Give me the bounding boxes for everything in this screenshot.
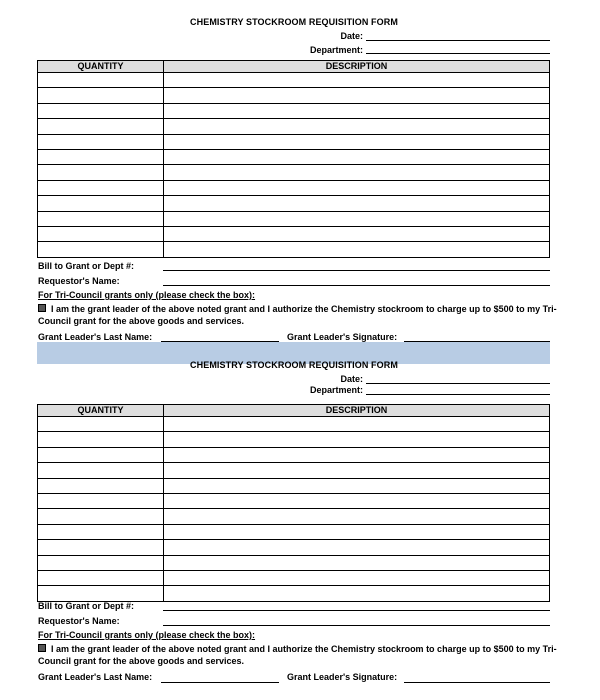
authorization-statement bbox=[38, 643, 558, 667]
leader-last-name-label: Grant Leader's Last Name: bbox=[38, 672, 153, 682]
table-row bbox=[38, 149, 550, 164]
bill-to-field[interactable] bbox=[163, 610, 550, 611]
description-cell[interactable] bbox=[164, 447, 550, 462]
items-table bbox=[37, 60, 550, 258]
authorization-text: I am the grant leader of the above noted grant and I authorize the Chemistry stockroom to charge up to $500 to my Tri-Council grant for the above goods and services. bbox=[38, 644, 557, 666]
quantity-cell[interactable] bbox=[38, 493, 164, 508]
description-cell[interactable] bbox=[164, 119, 550, 134]
bill-to-label: Bill to Grant or Dept #: bbox=[38, 601, 135, 611]
description-cell[interactable] bbox=[164, 493, 550, 508]
quantity-cell[interactable] bbox=[38, 478, 164, 493]
date-field[interactable] bbox=[366, 40, 550, 41]
quantity-cell[interactable] bbox=[38, 226, 164, 241]
leader-signature-field[interactable] bbox=[404, 682, 550, 683]
leader-signature-label: Grant Leader's Signature: bbox=[287, 672, 398, 682]
description-cell[interactable] bbox=[164, 103, 550, 118]
table-row bbox=[38, 493, 550, 508]
quantity-cell[interactable] bbox=[38, 540, 164, 555]
quantity-cell[interactable] bbox=[38, 570, 164, 585]
quantity-cell[interactable] bbox=[38, 447, 164, 462]
table-header-row bbox=[38, 61, 550, 73]
quantity-cell[interactable] bbox=[38, 211, 164, 226]
description-cell[interactable] bbox=[164, 540, 550, 555]
description-cell[interactable] bbox=[164, 417, 550, 432]
description-cell[interactable] bbox=[164, 211, 550, 226]
leader-last-name-label: Grant Leader's Last Name: bbox=[38, 332, 153, 342]
description-cell[interactable] bbox=[164, 73, 550, 88]
leader-signature-label: Grant Leader's Signature: bbox=[287, 332, 398, 342]
quantity-cell[interactable] bbox=[38, 103, 164, 118]
date-label: Date: bbox=[340, 374, 363, 384]
department-label: Department: bbox=[309, 385, 363, 395]
description-cell[interactable] bbox=[164, 242, 550, 257]
table-header-row bbox=[38, 405, 550, 417]
table-row bbox=[38, 242, 550, 257]
table-row bbox=[38, 524, 550, 539]
table-row bbox=[38, 211, 550, 226]
description-cell[interactable] bbox=[164, 432, 550, 447]
tricouncil-label: For Tri-Council grants only (please check the box): bbox=[38, 290, 256, 300]
description-header: DESCRIPTION bbox=[164, 405, 550, 417]
description-cell[interactable] bbox=[164, 88, 550, 103]
requestor-label: Requestor's Name: bbox=[38, 616, 120, 626]
table-row bbox=[38, 196, 550, 211]
table-row bbox=[38, 555, 550, 570]
department-label: Department: bbox=[309, 45, 363, 55]
description-cell[interactable] bbox=[164, 196, 550, 211]
description-cell[interactable] bbox=[164, 134, 550, 149]
description-cell[interactable] bbox=[164, 180, 550, 195]
description-header: DESCRIPTION bbox=[164, 61, 550, 73]
quantity-cell[interactable] bbox=[38, 586, 164, 601]
tricouncil-checkbox[interactable] bbox=[38, 304, 46, 312]
table-row bbox=[38, 447, 550, 462]
quantity-cell[interactable] bbox=[38, 463, 164, 478]
description-cell[interactable] bbox=[164, 149, 550, 164]
quantity-header: QUANTITY bbox=[38, 405, 164, 417]
quantity-cell[interactable] bbox=[38, 119, 164, 134]
bill-to-field[interactable] bbox=[163, 270, 550, 271]
department-field[interactable] bbox=[366, 53, 550, 54]
quantity-header: QUANTITY bbox=[38, 61, 164, 73]
table-row bbox=[38, 570, 550, 585]
table-row bbox=[38, 134, 550, 149]
table-row bbox=[38, 432, 550, 447]
tricouncil-label: For Tri-Council grants only (please check the box): bbox=[38, 630, 256, 640]
tricouncil-checkbox[interactable] bbox=[38, 644, 46, 652]
table-row bbox=[38, 119, 550, 134]
quantity-cell[interactable] bbox=[38, 524, 164, 539]
department-field[interactable] bbox=[366, 394, 550, 395]
description-cell[interactable] bbox=[164, 478, 550, 493]
table-row bbox=[38, 540, 550, 555]
form-title: CHEMISTRY STOCKROOM REQUISITION FORM bbox=[190, 17, 398, 27]
quantity-cell[interactable] bbox=[38, 417, 164, 432]
table-row bbox=[38, 180, 550, 195]
quantity-cell[interactable] bbox=[38, 555, 164, 570]
date-field[interactable] bbox=[366, 383, 550, 384]
description-cell[interactable] bbox=[164, 509, 550, 524]
quantity-cell[interactable] bbox=[38, 509, 164, 524]
description-cell[interactable] bbox=[164, 555, 550, 570]
description-cell[interactable] bbox=[164, 226, 550, 241]
requestor-label: Requestor's Name: bbox=[38, 276, 120, 286]
quantity-cell[interactable] bbox=[38, 196, 164, 211]
description-cell[interactable] bbox=[164, 524, 550, 539]
date-label: Date: bbox=[340, 31, 363, 41]
authorization-text: I am the grant leader of the above noted grant and I authorize the Chemistry stockroom to charge up to $500 to my Tri-Council grant for the above goods and services. bbox=[38, 304, 557, 326]
table-row bbox=[38, 165, 550, 180]
table-row bbox=[38, 478, 550, 493]
quantity-cell[interactable] bbox=[38, 242, 164, 257]
quantity-cell[interactable] bbox=[38, 165, 164, 180]
bill-to-label: Bill to Grant or Dept #: bbox=[38, 261, 135, 271]
table-row bbox=[38, 509, 550, 524]
table-row bbox=[38, 226, 550, 241]
requestor-field[interactable] bbox=[163, 285, 550, 286]
quantity-cell[interactable] bbox=[38, 73, 164, 88]
quantity-cell[interactable] bbox=[38, 134, 164, 149]
table-row bbox=[38, 586, 550, 601]
quantity-cell[interactable] bbox=[38, 180, 164, 195]
authorization-statement bbox=[38, 303, 558, 327]
table-row bbox=[38, 103, 550, 118]
quantity-cell[interactable] bbox=[38, 432, 164, 447]
table-row bbox=[38, 73, 550, 88]
items-table bbox=[37, 404, 550, 602]
description-cell[interactable] bbox=[164, 570, 550, 585]
table-row bbox=[38, 417, 550, 432]
description-cell[interactable] bbox=[164, 463, 550, 478]
quantity-cell[interactable] bbox=[38, 88, 164, 103]
quantity-cell[interactable] bbox=[38, 149, 164, 164]
form-title: CHEMISTRY STOCKROOM REQUISITION FORM bbox=[190, 360, 398, 370]
table-row bbox=[38, 463, 550, 478]
requestor-field[interactable] bbox=[163, 625, 550, 626]
description-cell[interactable] bbox=[164, 586, 550, 601]
leader-last-name-field[interactable] bbox=[161, 682, 279, 683]
table-row bbox=[38, 88, 550, 103]
description-cell[interactable] bbox=[164, 165, 550, 180]
